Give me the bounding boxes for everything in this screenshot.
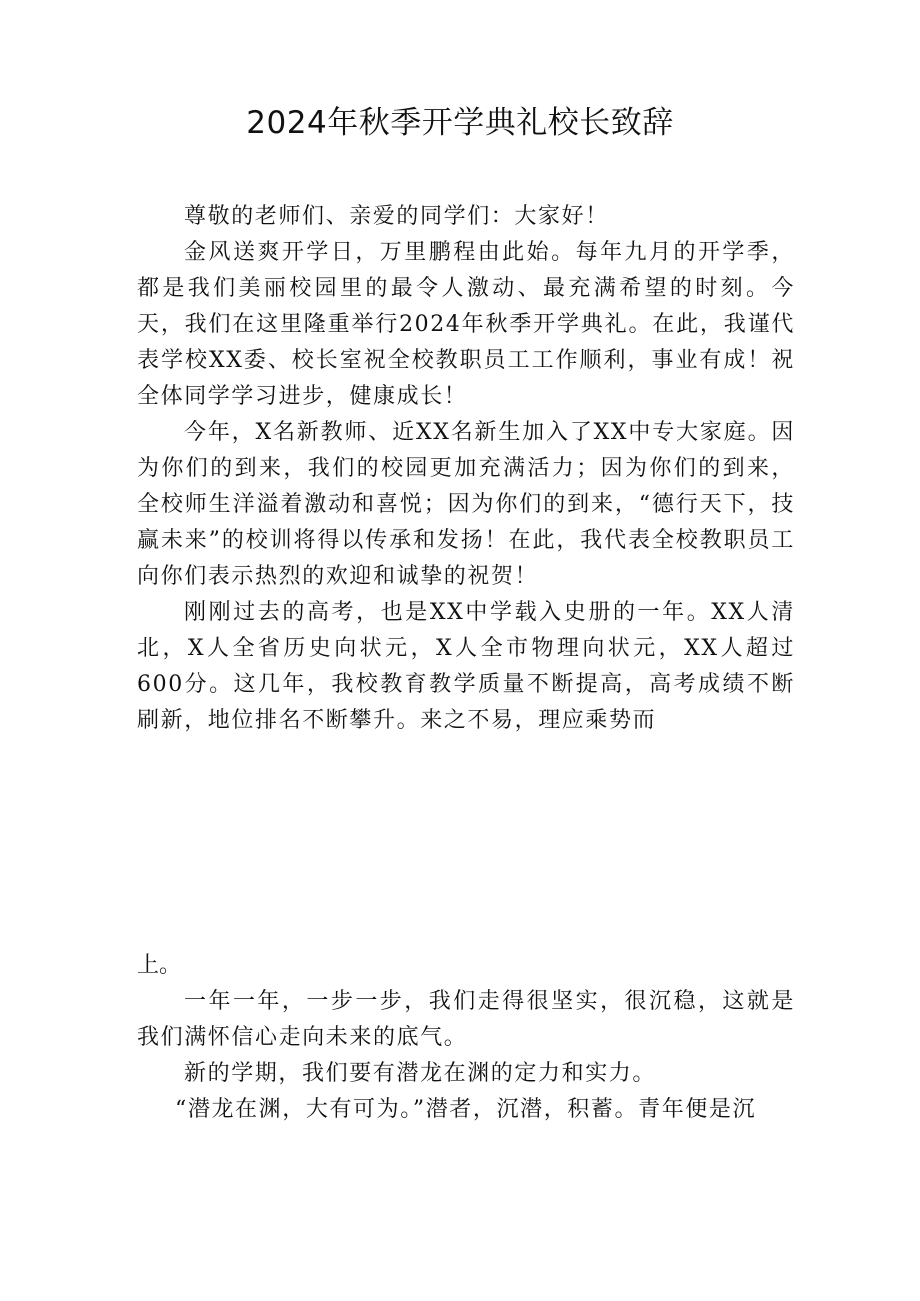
text-block-2 bbox=[137, 948, 795, 1128]
text-block-1 bbox=[137, 199, 795, 739]
welcome-paragraph: 今年，X名新教师、近XX名新生加入了XX中专大家庭。因为你们的到来，我们的校园更加充满活力；因为你们的到来，全校师生洋溢着激动和喜悦；因为你们的到来，“德行天下，技赢未来”的校训将得以传承和发扬！在此，我代表全校教职员工向你们表示热烈的欢迎和诚挚的祝贺！ bbox=[137, 420, 795, 589]
continuation-paragraph: 上。 bbox=[137, 953, 182, 978]
new-semester-paragraph: 新的学期，我们要有潜龙在渊的定力和实力。 bbox=[184, 1061, 657, 1086]
quote-paragraph: “潜龙在渊，大有可为。”潜者，沉潜，积蓄。青年便是沉 bbox=[175, 1097, 757, 1122]
confidence-paragraph: 一年一年，一步一步，我们走得很坚实，很沉稳，这就是我们满怀信心走向未来的底气。 bbox=[137, 989, 795, 1050]
greeting-paragraph: 尊敬的老师们、亲爱的同学们：大家好！ bbox=[184, 204, 609, 229]
opening-paragraph: 金风送爽开学日，万里鹏程由此始。每年九月的开学季，都是我们美丽校园里的最令人激动、最充满希望的时刻。今天，我们在这里隆重举行2024年秋季开学典礼。在此，我谨代表学校XX委、校长室祝全校教职员工工作顺利，事业有成！祝全体同学学习进步，健康成长！ bbox=[137, 240, 795, 409]
achievement-paragraph: 刚刚过去的高考，也是XX中学载入史册的一年。XX人清北，X人全省历史向状元，X人全市物理向状元，XX人超过600分。这几年，我校教育教学质量不断提高，高考成绩不断刷新，地位排名不断攀升。来之不易，理应乘势而 bbox=[137, 600, 795, 733]
document-title: 2024年秋季开学典礼校长致辞 bbox=[246, 105, 674, 141]
